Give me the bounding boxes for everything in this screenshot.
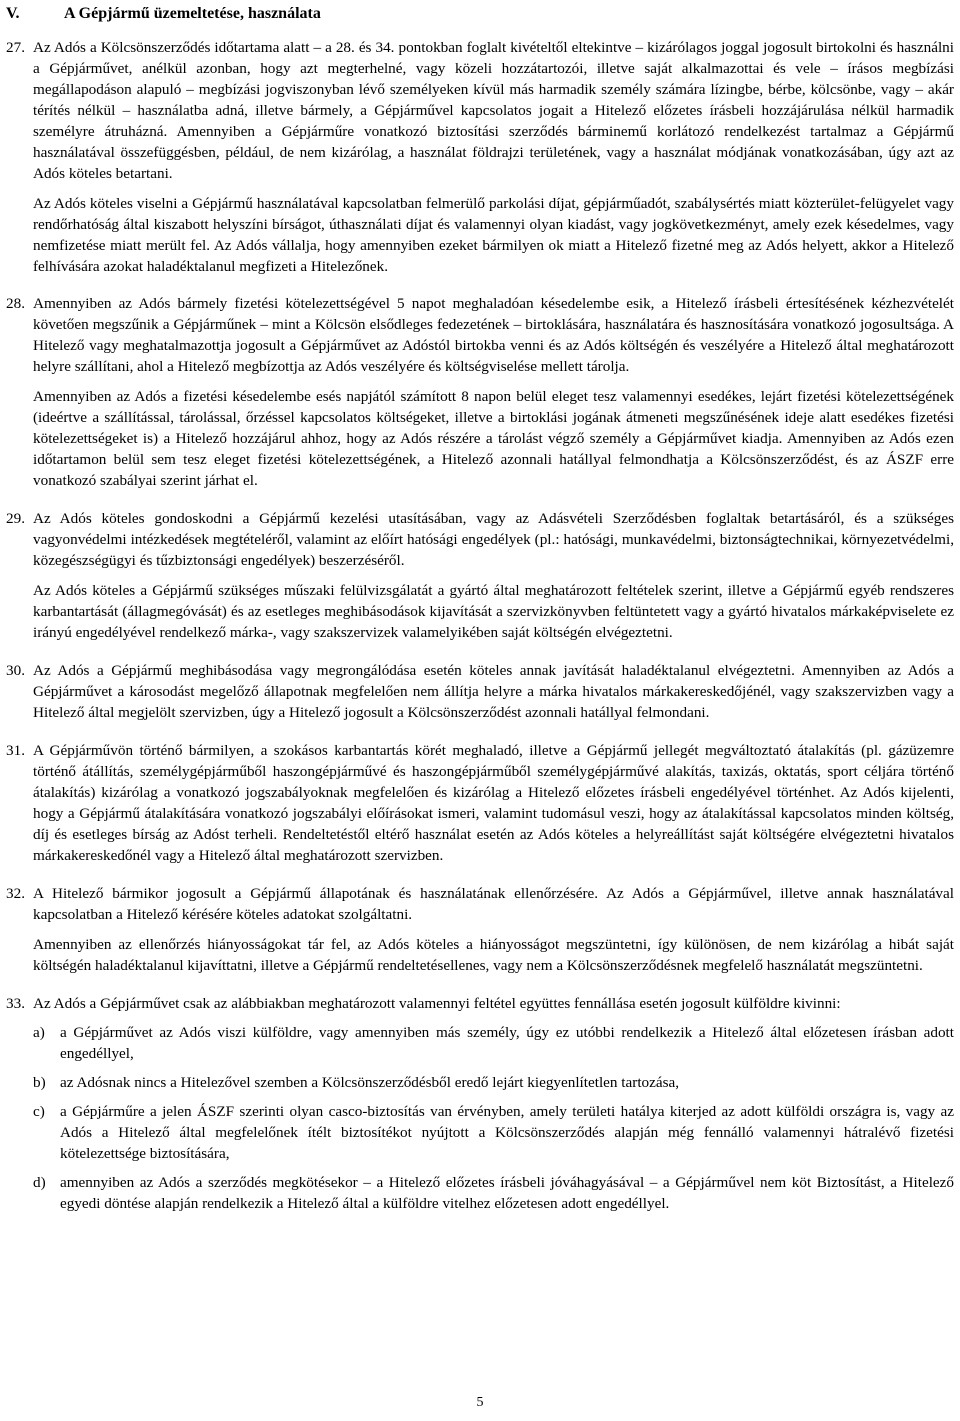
clause-body bbox=[33, 740, 954, 866]
page-number: 5 bbox=[476, 1395, 484, 1410]
clause-paragraph: A Hitelező bármikor jogosult a Gépjármű állapotának és használatának ellenőrzésére. Az Adós a Gépjárművel, illetve annak használatával kapcsolatban a Hitelező kérésére köteles adatokat szolgáltatni. bbox=[33, 885, 954, 923]
clause-paragraph: Az Adós a Kölcsönszerződés időtartama alatt – a 28. és 34. pontokban foglalt kivételtől eltekintve – kizárólagos joggal jogosult birtokolni és használni a Gépjárművet, anélkül azonban, hogy azt megterhelné, vagy közeli hozzátartozói, illetve saját alkalmazottai és vele – írásos megbízási megállapodáson alapuló – megbízási jogviszonyban lévő személyeken kívül más harmadik személy számára lízingbe, bérbe, kölcsönbe, vagy – akár térítés nélkül – használatba adná, illetve bármely, a Gépjárművel kapcsolatos jogait a Hitelező előzetes írásbeli hozzájárulása nélkül harmadik személyre átruházná. Amennyiben a Gépjárműre vonatkozó biztosítási szerződés bárminemű korlátozó rendelkezést tartalmaz a Gépjármű használatával összefüggésben, például, de nem kizárólag, a használat földrajzi területének, vagy a használat módjának vonatkozásában, úgy azt az Adós köteles betartani. bbox=[33, 39, 954, 182]
list-item bbox=[33, 1101, 954, 1164]
list-item bbox=[33, 1022, 954, 1064]
clause-number: 30. bbox=[6, 662, 25, 679]
clause-paragraph: Az Adós köteles viselni a Gépjármű használatával kapcsolatban felmerülő parkolási díjat, gépjárműadót, szabálysértés miatt közterület-felügyelet vagy rendőrhatóság által kiszabott helyszíni bírságot, úthasználati díjat és valamennyi olyan kiadást, vagy jogkövetkezményt, amely ezek késedelmes, vagy nemfizetése miatt merült fel. Az Adós vállalja, hogy amennyiben ezeket bármilyen ok miatt a Hitelező fizetné meg az Adós helyett, akkor a Hitelező felhívására azokat haladéktalanul megfizeti a Hitelezőnek. bbox=[33, 195, 954, 275]
clause-paragraph: Amennyiben az Adós bármely fizetési kötelezettségével 5 napot meghaladóan késedelembe esik, a Hitelező írásbeli értesítésének kézhezvételét követően megszűnik a Gépjárműnek – mint a Kölcsön elsődleges fedezetének – birtoklására, használatára és hasznosítására vonatkozó jogosultsága. A Hitelező vagy meghatalmazottja jogosult a Gépjárművet az Adóstól birtokba venni és az Adós költségén és veszélyére a Hitelező által meghatározott helyre szállítani, ahol a Hitelező megbízottja az Adós veszélyére és költségviselése mellett tárolja. bbox=[33, 295, 954, 375]
section-title: A Gépjármű üzemeltetése, használata bbox=[64, 5, 321, 22]
clause-body bbox=[33, 883, 954, 976]
clause-27 bbox=[6, 37, 954, 277]
clause-28 bbox=[6, 293, 954, 491]
clause-33 bbox=[6, 993, 954, 1214]
list-item-text: a Gépjárművet az Adós viszi külföldre, vagy amennyiben más személy, úgy ez utóbbi rendelkezik a Hitelező által előzetesen írásban adott engedéllyel, bbox=[60, 1024, 954, 1062]
clause-paragraph: Amennyiben az ellenőrzés hiányosságokat tár fel, az Adós köteles a hiányosságot megszüntetni, így különösen, de nem kizárólag a hibát saját költségén haladéktalanul kijavíttatni, illetve a Gépjármű rendeltetésellenes, vagy nem a Kölcsönszerződésnek megfelelő használatát megszüntetni. bbox=[33, 936, 954, 974]
list-item-text: a Gépjárműre a jelen ÁSZF szerinti olyan casco-biztosítás van érvényben, amely területi hatálya kiterjed az adott külföldi országra is, vagy az Adós a Hitelező által megfelelőnek ítélt biztosítékot nyújtott a Kölcsönszerződés alapján még fennálló valamennyi hátralévő fizetési kötelezettsége biztosítására, bbox=[60, 1103, 954, 1162]
clause-paragraph: Az Adós a Gépjárművet csak az alábbiakban meghatározott valamennyi feltétel együttes fennállása esetén jogosult külföldre kivinni: bbox=[33, 995, 841, 1012]
condition-list bbox=[33, 1022, 954, 1214]
list-item-text: amennyiben az Adós a szerződés megkötésekor – a Hitelező előzetes írásbeli jóváhagyásával – a Gépjárművel nem köt Biztosítást, a Hitelező egyedi döntése alapján rendelkezik a Hitelező által a külföldre vitelhez előzetesen adott engedéllyel. bbox=[60, 1174, 954, 1212]
clause-number: 32. bbox=[6, 885, 25, 902]
clause-body bbox=[33, 293, 954, 491]
clause-paragraph: Az Adós köteles a Gépjármű szükséges műszaki felülvizsgálatát a gyártó által meghatározott feltételek szerint, illetve a Gépjármű egyéb rendszeres karbantartását (állagmegóvását) és az esetleges meghibásodások kijavítását a szervizkönyvben feltüntetett vagy a gyártó hivatalos márkaképviselete ez irányú engedélyével rendelkező márka-, vagy szakszervizek valamelyikében saját költségén elvégeztetni. bbox=[33, 582, 954, 641]
clause-31 bbox=[6, 740, 954, 866]
section-number: V. bbox=[6, 5, 20, 22]
clause-number: 28. bbox=[6, 295, 25, 312]
clause-paragraph: Az Adós köteles gondoskodni a Gépjármű kezelési utasításában, vagy az Adásvételi Szerződésben foglaltak betartásáról, és a szükséges vagyonvédelmi intézkedések megtételéről, valamint az előírt hatósági engedélyek (pl.: hatósági, munkavédelmi, biztonságtechnikai, környezetvédelmi, közegészségügyi és tűzbiztonsági engedélyek) beszerzéséről. bbox=[33, 510, 954, 569]
clause-number: 29. bbox=[6, 510, 25, 527]
clause-number: 33. bbox=[6, 995, 25, 1012]
list-item-text: az Adósnak nincs a Hitelezővel szemben a Kölcsönszerződésből eredő lejárt kiegyenlítetlen tartozása, bbox=[60, 1074, 680, 1091]
list-item-letter: b) bbox=[33, 1074, 46, 1091]
clause-paragraph: A Gépjárművön történő bármilyen, a szokásos karbantartás körét meghaladó, illetve a Gépjármű jellegét megváltoztató átalakítás (pl. gázüzemre történő átállítás, személygépjárműből haszongépjárművé és haszongépjárműből személygépjárművé alakítás, taxizás, oktatás, sport céljára történő átalakítás) kizárólag a vonatkozó jogszabályoknak megfelelően és kizárólag a Hitelező előzetes írásbeli engedélyével történhet. Az Adós kijelenti, hogy a Gépjármű átalakítására vonatkozó jogszabályi előírásokat ismeri, valamint tudomásul veszi, hogy az átalakítással kapcsolatos minden költség, díj és esetleges bírság az Adóst terheli. Rendeltetéstől eltérő használat esetén az Adós köteles a helyreállítást saját költségére elvégeztetni hivatalos márkakereskedőnél vagy a Hitelező által meghatározott szervizben. bbox=[33, 742, 954, 864]
clause-body bbox=[33, 37, 954, 277]
clause-29 bbox=[6, 508, 954, 643]
clause-30 bbox=[6, 660, 954, 723]
list-item-letter: d) bbox=[33, 1174, 46, 1191]
clause-body bbox=[33, 660, 954, 723]
clause-32 bbox=[6, 883, 954, 976]
clause-number: 27. bbox=[6, 39, 25, 56]
list-item-letter: c) bbox=[33, 1103, 45, 1120]
list-item-letter: a) bbox=[33, 1024, 45, 1041]
section-heading bbox=[6, 0, 954, 37]
clause-body bbox=[33, 508, 954, 643]
clause-paragraph: Az Adós a Gépjármű meghibásodása vagy megrongálódása esetén köteles annak javítását haladéktalanul elvégeztetni. Amennyiben az Adós a Gépjárművet a károsodást megelőző állapotnak megfelelően nem állítja helyre a márka hivatalos márkakereskedőjénél, vagy szakszervizben vagy a Hitelező által megjelölt szervizben, úgy a Hitelező jogosult a Kölcsönszerződést azonnali hatállyal felmondani. bbox=[33, 662, 954, 721]
clause-paragraph: Amennyiben az Adós a fizetési késedelembe esés napjától számított 8 napon belül eleget tesz valamennyi esedékes, lejárt fizetési kötelezettségének (ideértve a szállítással, tárolással, őrzéssel kapcsolatos költségeket, illetve a birtoklási jogának átmeneti megszűnésének ideje alatt esedékes fizetési kötelezettségeket is) a Hitelező hozzájárul ahhoz, hogy az Adós részére a tárolást végző személy a Gépjárművet kiadja. Amennyiben az Adós ezen időtartamon belül sem tesz eleget fizetési kötelezettségének, a Hitelező azonnali hatállyal felmondhatja a Kölcsönszerződést, és az ÁSZF erre vonatkozó szabályai szerint járhat el. bbox=[33, 388, 954, 489]
list-item bbox=[33, 1172, 954, 1214]
list-item bbox=[33, 1072, 954, 1093]
clause-number: 31. bbox=[6, 742, 25, 759]
clause-body bbox=[33, 993, 954, 1214]
